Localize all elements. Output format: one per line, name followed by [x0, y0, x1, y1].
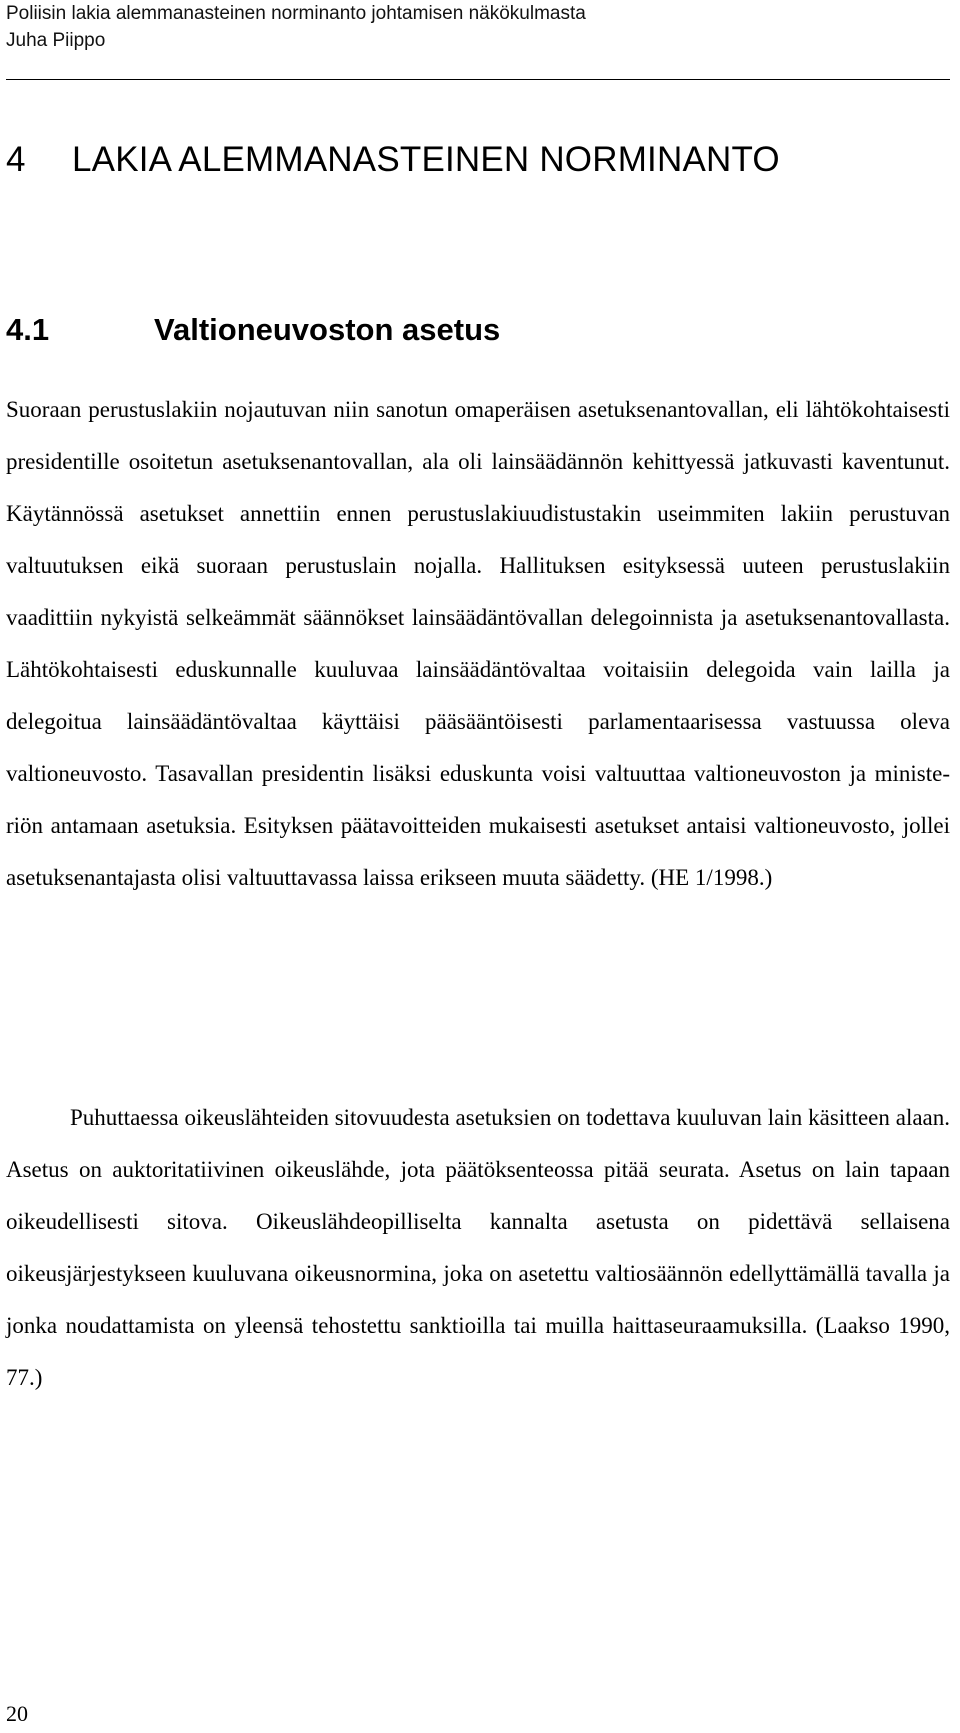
- section-number: 4.1: [6, 312, 50, 347]
- body-paragraph-2: Puhuttaessa oikeuslähteiden sitovuudesta asetuksien on todettava kuuluvan lain käsitteen alaan. Asetus on auktoritatiivinen oikeuslähde, jota päätöksenteossa pitää seurata. Asetus on lain tapaan oikeudellisesti sitova. Oikeuslähdeopilliselta kannalta asetusta on pidettävä sellaisena oikeusjärjestykseen kuuluvana oikeusnormina, joka on asetettu valtiosäännön edellyttämällä tavalla ja jonka noudattamista on yleensä tehostettu sanktioilla tai muilla haittaseuraamuksilla. (Laakso 1990, 77.): [6, 1105, 950, 1390]
- chapter-heading: [6, 139, 780, 181]
- page-number: 20: [6, 1701, 28, 1726]
- chapter-title: LAKIA ALEMMANASTEINEN NORMINANTO: [72, 140, 780, 179]
- running-header-title: Poliisin lakia alemmanasteinen norminanto johtamisen näkökulmasta: [6, 3, 586, 24]
- running-header: [6, 0, 586, 54]
- section-title: Valtioneuvoston asetus: [154, 312, 501, 347]
- chapter-number: 4: [6, 140, 26, 179]
- body-paragraph-1: Suoraan perustuslakiin nojautuvan niin sanotun omaperäisen asetuksenantovallan, eli lähtökohtaisesti presidentille osoitetun asetuksenantovallan, ala oli lainsäädännön kehittyessä jatkuvasti kaventunut. Käytännössä asetukset annettiin ennen perustuslakiuudistustakin useimmiten lakiin perustuvan valtuutuksen eikä suoraan perustuslain nojalla. Hallituksen esityksessä uuteen perustuslakiin vaadittiin nykyistä selkeämmät säännökset lainsäädäntövallan delegoinnista ja asetuksenantovallasta. Lähtökohtaisesti eduskunnalle kuuluvaa lainsäädäntövaltaa voitaisiin delegoida vain lailla ja delegoitua lainsäädäntövaltaa käyttäisi pääsääntöisesti parlamentaarisessa vastuussa oleva valtioneuvosto. Tasavallan presidentin lisäksi eduskunta voisi valtuuttaa valtioneuvoston ja ministeriön antamaan asetuksia. Esityksen päätavoitteiden mukaisesti asetukset antaisi valtioneuvosto, jollei asetuksenantajasta olisi valtuuttavassa laissa erikseen muuta säädetty. (HE 1/1998.): [6, 397, 950, 890]
- running-header-author: Juha Piippo: [6, 30, 106, 51]
- section-heading: [6, 311, 500, 349]
- header-divider: [6, 79, 950, 80]
